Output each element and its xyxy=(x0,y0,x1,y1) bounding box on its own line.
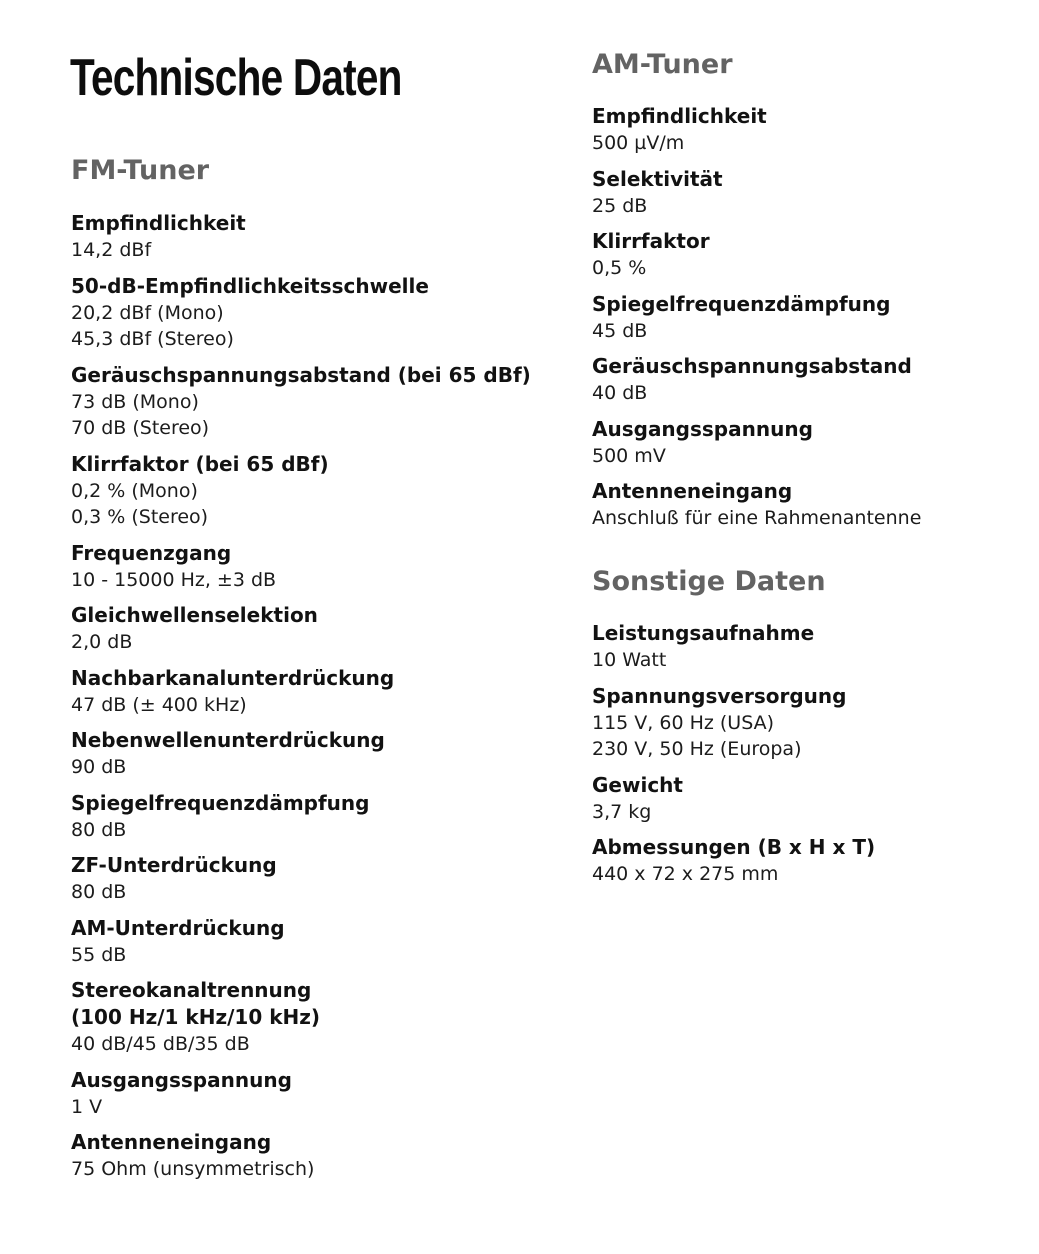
am-tuner-spec-list xyxy=(592,103,921,541)
sonstige-daten-spec-list xyxy=(592,620,875,897)
spec-item xyxy=(592,353,921,407)
spec-value: 25 dB xyxy=(592,194,648,217)
spec-value: 75 Ohm (unsymmetrisch) xyxy=(71,1158,315,1180)
spec-item xyxy=(592,478,921,532)
spec-item xyxy=(71,977,531,1058)
fm-tuner-spec-list xyxy=(71,210,531,1192)
spec-value: 20,2 dBf (Mono) xyxy=(71,301,224,324)
spec-value: Anschluß für eine Rahmenantenne xyxy=(592,507,922,529)
spec-label: Nachbarkanalunterdrückung xyxy=(71,665,395,690)
spec-label: Klirrfaktor (bei 65 dBf) xyxy=(71,451,329,476)
spec-label: Nebenwellenunterdrückung xyxy=(71,728,385,752)
spec-label: AM-Unterdrückung xyxy=(71,915,285,940)
spec-value: 500 mV xyxy=(592,444,666,467)
spec-label: Abmessungen (B x H x T) xyxy=(592,835,876,859)
section-heading-am-tuner: AM-Tuner xyxy=(592,49,733,80)
spec-value: 0,5 % xyxy=(592,257,647,279)
spec-value: 40 dB xyxy=(592,382,648,404)
spec-value: 73 dB (Mono) xyxy=(71,390,199,413)
spec-value: 40 dB/45 dB/35 dB xyxy=(71,1033,250,1055)
spec-label-continued: (100 Hz/1 kHz/10 kHz) xyxy=(71,1005,321,1029)
spec-value: 55 dB xyxy=(71,943,127,966)
section-heading-sonstige-daten: Sonstige Daten xyxy=(592,566,826,597)
spec-label: Gewicht xyxy=(592,772,683,797)
spec-item xyxy=(592,228,921,282)
spec-label: Frequenzgang xyxy=(71,540,232,565)
spec-value: 440 x 72 x 275 mm xyxy=(592,863,779,885)
spec-item xyxy=(71,362,531,442)
page-title: Technische Daten xyxy=(70,49,402,107)
spec-label: Antenneneingang xyxy=(71,1130,272,1154)
spec-value: 14,2 dBf xyxy=(71,239,152,261)
spec-item xyxy=(71,451,531,531)
spec-label: ZF-Unterdrückung xyxy=(71,853,277,877)
spec-value: 80 dB xyxy=(71,818,127,841)
spec-item xyxy=(71,210,531,264)
spec-label: Klirrfaktor xyxy=(592,229,710,253)
spec-label: Empfindlichkeit xyxy=(592,104,767,128)
spec-value: 0,3 % (Stereo) xyxy=(71,506,209,528)
spec-label: Empfindlichkeit xyxy=(71,211,246,235)
spec-value: 90 dB xyxy=(71,756,127,778)
spec-value: 2,0 dB xyxy=(71,631,133,653)
spec-item xyxy=(71,273,531,353)
spec-value: 45,3 dBf (Stereo) xyxy=(71,328,234,350)
spec-label: Geräuschspannungsabstand xyxy=(592,354,912,378)
spec-label: 50-dB-Empfindlichkeitsschwelle xyxy=(71,273,429,298)
spec-item xyxy=(71,1067,531,1121)
spec-value: 1 V xyxy=(71,1095,103,1118)
spec-item xyxy=(592,683,875,763)
spec-item xyxy=(592,291,921,345)
spec-label: Stereokanaltrennung xyxy=(71,978,312,1002)
spec-label: Spiegelfrequenzdämpfung xyxy=(592,291,891,316)
spec-item xyxy=(592,834,875,888)
spec-value: 500 µV/m xyxy=(592,132,685,154)
spec-label: Ausgangsspannung xyxy=(592,416,813,441)
spec-item xyxy=(592,166,921,220)
spec-item xyxy=(71,727,531,781)
spec-value: 0,2 % (Mono) xyxy=(71,479,198,502)
spec-label: Leistungsaufnahme xyxy=(592,621,815,645)
spec-value: 45 dB xyxy=(592,319,648,342)
spec-item xyxy=(71,602,531,656)
spec-label: Ausgangsspannung xyxy=(71,1067,292,1092)
spec-value: 10 - 15000 Hz, ±3 dB xyxy=(71,568,277,591)
spec-item xyxy=(592,620,875,674)
spec-label: Spannungsversorgung xyxy=(592,683,847,708)
spec-item xyxy=(71,852,531,906)
spec-item xyxy=(71,665,531,719)
section-heading-fm-tuner: FM-Tuner xyxy=(71,155,210,186)
spec-label: Spiegelfrequenzdämpfung xyxy=(71,790,370,815)
spec-item xyxy=(71,915,531,969)
spec-item xyxy=(71,540,531,594)
spec-value: 115 V, 60 Hz (USA) xyxy=(592,711,775,734)
spec-label: Geräuschspannungsabstand (bei 65 dBf) xyxy=(71,362,531,387)
spec-value: 47 dB (± 400 kHz) xyxy=(71,693,247,716)
spec-label: Antenneneingang xyxy=(592,479,793,503)
spec-value: 230 V, 50 Hz (Europa) xyxy=(592,738,802,760)
spec-value: 80 dB xyxy=(71,881,127,903)
spec-item xyxy=(592,416,921,470)
spec-item xyxy=(71,1129,531,1183)
spec-value: 70 dB (Stereo) xyxy=(71,417,210,439)
spec-item xyxy=(592,772,875,826)
spec-label: Gleichwellenselektion xyxy=(71,603,318,627)
spec-item xyxy=(71,790,531,844)
spec-value: 3,7 kg xyxy=(592,800,652,823)
spec-value: 10 Watt xyxy=(592,649,667,671)
spec-item xyxy=(592,103,921,157)
spec-label: Selektivität xyxy=(592,166,723,191)
